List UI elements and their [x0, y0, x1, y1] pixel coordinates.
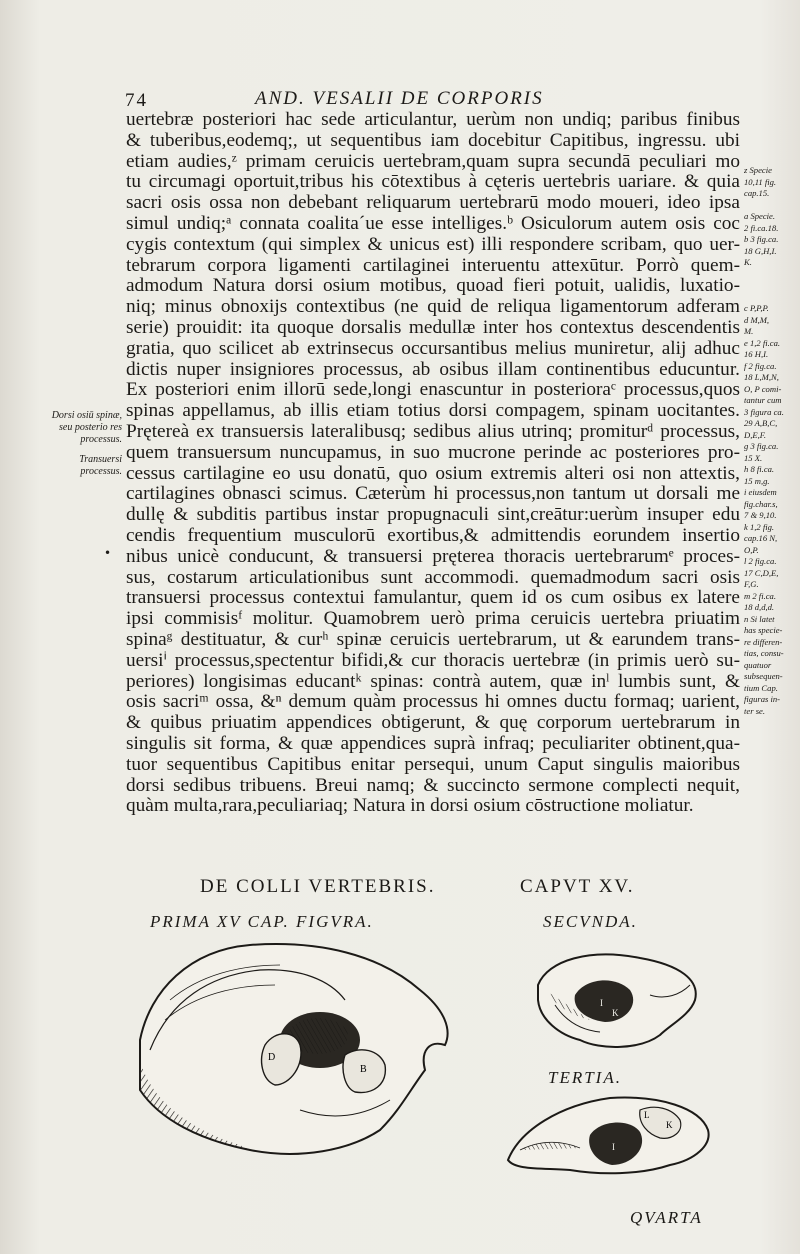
text-line: sus, costarum articulationibus sunt accommodi. quemadmodum sacri osis: [126, 567, 740, 588]
caption-tertia: TERTIA.: [548, 1068, 622, 1087]
skull-label-d: D: [268, 1052, 276, 1063]
margin-reference: cap.15.: [744, 188, 770, 198]
margin-note-spinae: Dorsi osiū spinæ, seu posterio res processus.: [51, 410, 122, 445]
margin-reference: m 2 fi.ca.: [744, 590, 776, 601]
margin-reference: n Si latet: [744, 613, 775, 624]
margin-reference: O,P.: [744, 544, 759, 555]
margin-reference: 18 G,H,I.: [744, 245, 777, 256]
axis-label-k: K: [666, 1120, 673, 1130]
text-line: simul undiq;ᵃ connata coalita´ue esse intelliges.ᵇ Osiculorum autem osis coc: [126, 213, 740, 234]
text-line: dullę & subditis partibus instar propugnaculi sint,creātur:uerùm insuper edu: [126, 505, 740, 526]
margin-reference: h 8 fi.ca.: [744, 464, 775, 474]
text-line: uertebræ posteriori hac sede articulantur, uerùm non undiq; paribus finibus: [126, 110, 740, 130]
margin-reference: a Specie.: [744, 211, 776, 221]
margin-dot: •: [104, 546, 112, 560]
text-line: sacri osis ossa non debebant reliquarum uertebrarū modo moueri, ideo ipsa: [126, 193, 740, 214]
text-line: Prętereà ex transuersis lateralibusq; sedibus alius utrinq; promiturᵈ processus,: [126, 421, 740, 442]
margin-reference: k 1,2 fig.: [744, 521, 775, 532]
atlas-label-k: K: [612, 1008, 619, 1018]
margin-reference: e 1,2 fi.ca.: [744, 337, 781, 348]
text-line: serie) prouidit: ita quoque dorsalis medullæ inter hos contextus descendentis: [126, 317, 740, 338]
page-number: 74: [125, 90, 148, 111]
chapter-title: DE COLLI VERTEBRIS.: [200, 876, 436, 897]
figure-atlas-vertebra: [538, 954, 696, 1046]
text-line: nibus unicè conducunt, & transuersi pręterea thoracis uertebrarumᵉ proces-: [126, 546, 740, 567]
caption-prima: PRIMA XV CAP. FIGVRA.: [150, 912, 374, 931]
chapter-number: CAPVT XV.: [520, 876, 635, 897]
text-line: transuersi processus contextui famulantur, quem id os cum osibus ex latere: [126, 588, 740, 609]
margin-reference: 3 figura ca.: [744, 406, 784, 417]
margin-reference: tantur cum: [744, 395, 782, 405]
text-line: periores) longisimas educantᵏ spinas: contrà autem, quæ inˡ lumbis sunt, &: [126, 671, 740, 692]
text-line: dorsi sedibus tribuens. Breui namq; & succincto sermone complecti nequit,: [126, 775, 740, 796]
text-line: cartilagines obnasci scimus. Cæterùm hi processus,non tantum ut dorsali me: [126, 484, 740, 505]
margin-reference: 16 H,I.: [744, 349, 769, 359]
margin-reference: g 3 fig.ca.: [744, 441, 779, 451]
margin-reference: 15 m,g.: [744, 475, 770, 486]
margin-reference: 17 C,D,E,: [744, 567, 779, 578]
atlas-label-i: I: [600, 998, 603, 1008]
margin-reference: K.: [744, 257, 752, 267]
margin-reference: 29 A,B,C,: [744, 418, 778, 428]
margin-reference: i eiusdem: [744, 487, 777, 497]
margin-reference: M.: [744, 326, 754, 336]
text-line: tu circumagi oportuit,tribus his cōtextibus à cęteris uertebris uariare. & quia: [126, 172, 740, 193]
text-line: spinaᵍ destituatur, & curʰ spinæ ceruicis uertebrarum, ut & earundem trans-: [126, 629, 740, 650]
margin-reference: 7 & 9,10.: [744, 510, 777, 520]
margin-reference: cap.16 N,: [744, 533, 778, 543]
caption-secunda: SECVNDA.: [543, 912, 638, 931]
axis-label-i: I: [612, 1142, 615, 1152]
caption-quarta: QVARTA: [630, 1208, 703, 1227]
margin-reference: f 2 fig.ca.: [744, 360, 777, 371]
margin-reference: z Specie: [744, 165, 772, 175]
margin-reference: D,E,F.: [744, 429, 767, 440]
figure-axis-vertebra: [508, 1098, 709, 1174]
axis-label-l: L: [644, 1110, 650, 1120]
text-line: etiam audies,ᶻ primam ceruicis uertebram,quam supra secundā peculiari mo: [126, 151, 740, 172]
text-line: quem transuersum nuncupamus, in suo mucrone perinde ac posteriores pro-: [126, 442, 740, 463]
text-line: & tuberibus,eodemq;, ut sequentibus iam docebitur Capitibus, ingressu. ubi: [126, 130, 740, 151]
text-line: admodum Natura dorsi osium motibus, quoad fieri potuit, ualidis, luxatio-: [126, 276, 740, 297]
margin-reference: l 2 fig.ca.: [744, 556, 777, 566]
text-line: spinas appellamus, ab illis etiam totius dorsi compagem, spinam uocitantes.: [126, 401, 740, 422]
text-line: ipsi commisisᶠ molitur. Quamobrem uerò prima ceruicis uertebra priuatim: [126, 609, 740, 630]
margin-reference: fig.char.s,: [744, 498, 778, 509]
text-line: osis sacriᵐ ossa, &ⁿ demum quàm processus hi omnes ductu formaq; uarient,: [126, 692, 740, 713]
margin-reference: F,G.: [744, 579, 759, 589]
text-line: uersiⁱ processus,spectentur bifidi,& cur thoracis uertebræ (in primis uerò su-: [126, 650, 740, 671]
margin-reference: has specie-: [744, 625, 783, 635]
margin-reference: 2 fi.ca.18.: [744, 222, 779, 233]
text-line: & quibus priuatim appendices obtigerunt, & quę corporum uertebrarum in: [126, 713, 740, 734]
margin-reference: tium Cap.: [744, 682, 778, 693]
text-line: Ex posteriori enim illorū sede,longi enascuntur in posterioraᶜ processus,quos: [126, 380, 740, 401]
text-line: tuor sequentibus Capitibus enitar persequi, unum Caput singulis maioribus: [126, 754, 740, 775]
text-line: singulis sit forma, & quæ appendices suprà infraq; peculiariter obtinent,qua-: [126, 733, 740, 754]
margin-reference: subsequen-: [744, 671, 783, 681]
margin-reference: ter se.: [744, 705, 766, 716]
margin-reference: c P,P,P.: [744, 303, 769, 313]
margin-reference: b 3 fig.ca.: [744, 234, 779, 244]
margin-reference: 15 X.: [744, 452, 763, 463]
figure-skull-base: [140, 944, 448, 1154]
margin-reference: d M,M,: [744, 314, 770, 325]
text-line: tebrarum corpora ligamenti cartilaginei interuentu attexūtur. Porrò quem-: [126, 255, 740, 276]
margin-reference: 18 d,d,d.: [744, 602, 775, 612]
margin-reference: tias, consu-: [744, 648, 784, 658]
margin-reference: quatuor: [744, 659, 772, 670]
text-line: gratia, quo scilicet ab extrinsecus occursantibus melius muniretur, alij adhuc: [126, 338, 740, 359]
text-line: cessus cartilagine eo usu donatū, quo osium extremis alteri osi non attextis,: [126, 463, 740, 484]
text-line: quàm multa,rara,peculiariaq; Natura in dorsi osium cōstructione moliatur.: [126, 796, 694, 817]
skull-label-b: B: [360, 1064, 367, 1075]
margin-reference: O, P comi-: [744, 383, 782, 394]
margin-reference: 18 L,M,N,: [744, 372, 779, 382]
margin-reference: 10,11 fig.: [744, 176, 777, 187]
margin-reference: re differen-: [744, 636, 783, 647]
margin-note-transuersi: Transuersi processus.: [79, 454, 122, 477]
text-line: dictis nuper insigniores processus, ab osibus illam continentibus educuntur.: [126, 359, 740, 380]
margin-reference: figuras in-: [744, 694, 781, 704]
text-line: cendis frequentium musculorū exortibus,& admittendis eorundem insertio: [126, 525, 740, 546]
text-line: niq; minus obnoxijs contextibus (ne quid de reliqua ligamentorum adferam: [126, 297, 740, 318]
text-line: cygis contextum (qui simplex & unicus est) illi respondere scribam, quo uer-: [126, 234, 740, 255]
running-title: AND. VESALII DE CORPORIS: [255, 88, 544, 109]
